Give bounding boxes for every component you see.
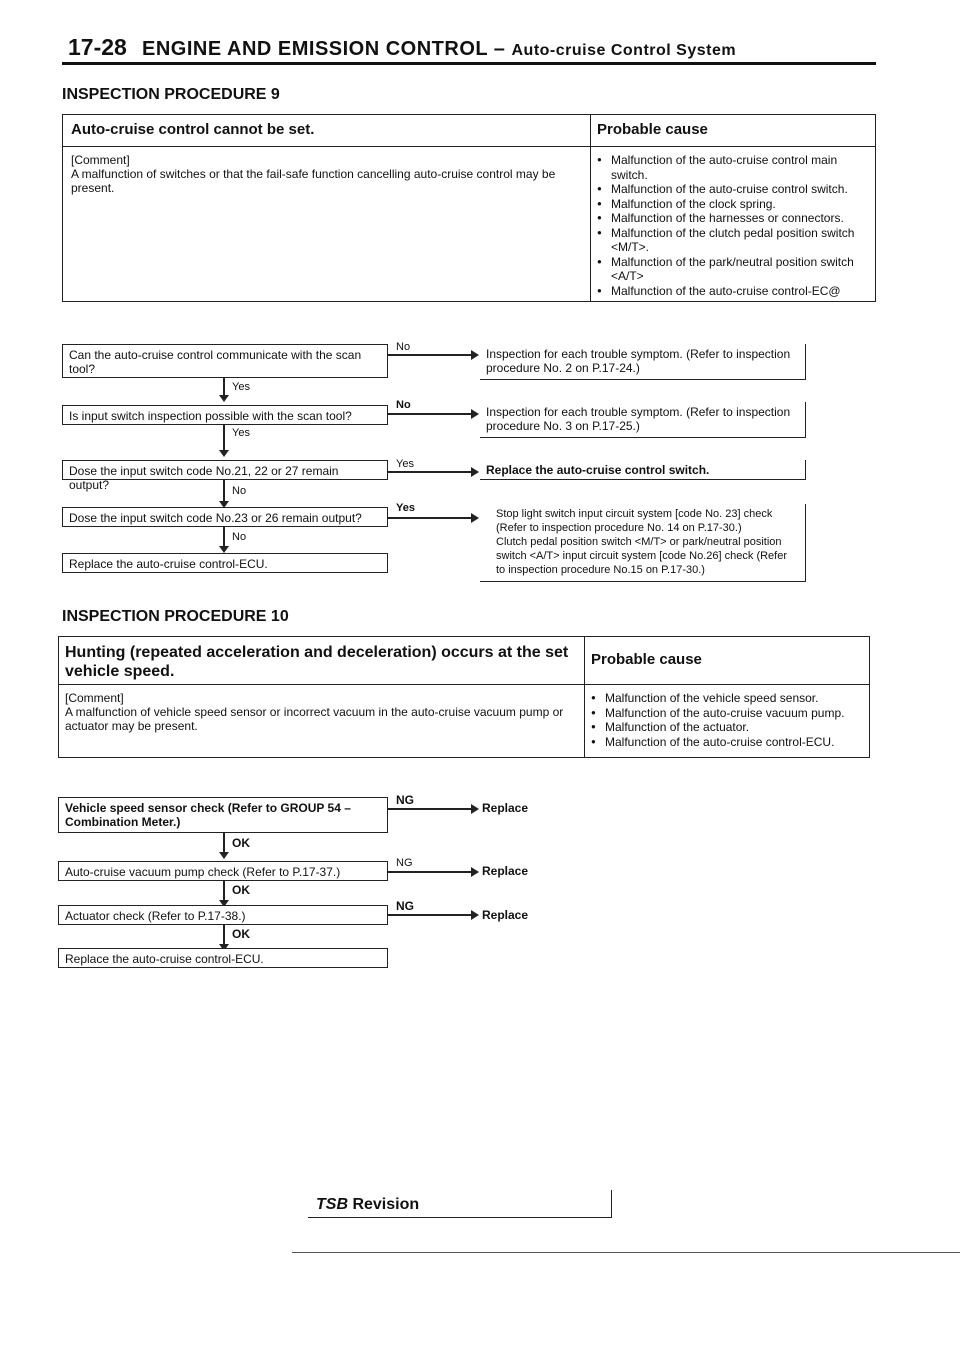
cause-item: ● Malfunction of the auto-cruise vacuum pump.: [589, 706, 863, 721]
cause-header-cell: [591, 115, 875, 147]
flow-q3: Dose the input switch code No.21, 22 or 27 remain output?: [62, 460, 388, 480]
page-number: 17-28: [68, 34, 127, 60]
s3-ng-label: NG: [396, 899, 414, 913]
q4-result-item-2: Clutch pedal position switch <M/T> or park/neutral position switch <A/T> input circuit system [code No.26] check (Refer to inspection procedure No.15 on P.17-30.): [496, 536, 788, 576]
cause-item: ● Malfunction of the clutch pedal position switch <M/T>.: [595, 226, 869, 255]
cause-item: ● Malfunction of the actuator.: [589, 720, 863, 735]
s2-ng-label: NG: [396, 857, 413, 869]
q1-no-result: Inspection for each trouble symptom. (Refer to inspection procedure No. 2 on P.17-24.): [480, 344, 806, 380]
procedure-10-title: INSPECTION PROCEDURE 10: [62, 608, 289, 625]
footer-rule: [292, 1252, 960, 1253]
q4-yes-result: [480, 504, 806, 582]
q1-yes-arrow: [223, 378, 225, 396]
comment-cell-10: [59, 685, 585, 757]
section-title: [142, 38, 736, 61]
s3-ok-arrow: [223, 925, 225, 945]
s2-ng-arrow: [388, 871, 472, 873]
flow-final-9: Replace the auto-cruise control-ECU.: [62, 553, 388, 573]
cause-item: ● Malfunction of the auto-cruise control-EC@: [595, 284, 869, 299]
procedure-9-table: [62, 114, 876, 302]
cause-item: ● Malfunction of the auto-cruise control main switch.: [595, 153, 869, 182]
flow-s3: Actuator check (Refer to P.17-38.): [58, 905, 388, 925]
cause-item: ● Malfunction of the auto-cruise control switch.: [595, 182, 869, 197]
q3-no-label: No: [232, 485, 247, 497]
causes-cell-10: [585, 685, 869, 757]
comment-label-10: [Comment]: [65, 691, 124, 705]
s3-ok-label: OK: [232, 927, 250, 941]
q3-no-arrow: [223, 480, 225, 502]
cause-header-cell-10: [585, 637, 869, 685]
cause-item: ● Malfunction of the vehicle speed sensor.: [589, 691, 863, 706]
causes-list-10: [589, 691, 863, 749]
flow-s2: Auto-cruise vacuum pump check (Refer to P.17-37.): [58, 861, 388, 881]
procedure-10-table: [58, 636, 870, 758]
s3-result: Replace: [482, 908, 529, 922]
q2-yes-label: Yes: [232, 427, 250, 439]
symptom-text: Auto-cruise control cannot be set.: [71, 121, 315, 138]
q4-no-arrow: [223, 527, 225, 547]
cause-item: ● Malfunction of the clock spring.: [595, 197, 869, 212]
cause-item: ● Malfunction of the park/neutral position switch <A/T>: [595, 255, 869, 284]
section-title-text: ENGINE AND EMISSION CONTROL –: [142, 38, 506, 60]
q2-no-result: Inspection for each trouble symptom. (Refer to inspection procedure No. 3 on P.17-25.): [480, 402, 806, 438]
q4-yes-arrow: [388, 517, 472, 519]
causes-list: [595, 153, 869, 298]
flow-q1: Can the auto-cruise control communicate with the scan tool?: [62, 344, 388, 378]
tsb-revision-box: [308, 1190, 612, 1218]
revision-label: Revision: [352, 1196, 420, 1213]
s1-result: Replace: [482, 801, 529, 815]
symptom-cell-10: [59, 637, 585, 685]
s1-ng-label: NG: [396, 793, 414, 807]
comment-cell: [63, 147, 591, 301]
header-rule: [62, 62, 876, 65]
s2-ok-label: OK: [232, 883, 250, 897]
s2-ok-arrow: [223, 881, 225, 901]
tsb-label: TSB: [316, 1196, 348, 1213]
causes-cell: [591, 147, 875, 301]
flow-final-10: Replace the auto-cruise control-ECU.: [58, 948, 388, 968]
q1-no-arrow: [388, 354, 472, 356]
symptom-cell: [63, 115, 591, 147]
comment-label: [Comment]: [71, 153, 130, 167]
symptom-text-10: Hunting (repeated acceleration and deceleration) occurs at the set vehicle speed.: [65, 644, 569, 680]
q3-yes-arrow: [388, 471, 472, 473]
s1-ng-arrow: [388, 808, 472, 810]
q3-yes-label: Yes: [396, 458, 414, 470]
q3-yes-result: Replace the auto-cruise control switch.: [480, 460, 806, 480]
cause-item: ● Malfunction of the harnesses or connectors.: [595, 211, 869, 226]
q4-result-item-1: Stop light switch input circuit system [code No. 23] check (Refer to inspection procedure No. 14 on P.17-30.): [496, 508, 773, 534]
s3-ng-arrow: [388, 914, 472, 916]
cause-header: Probable cause: [597, 121, 708, 138]
q2-yes-arrow: [223, 425, 225, 451]
cause-header-10: Probable cause: [591, 651, 702, 668]
flow-s1: Vehicle speed sensor check (Refer to GROUP 54 – Combination Meter.): [58, 797, 388, 833]
flow-q4: Dose the input switch code No.23 or 26 remain output?: [62, 507, 388, 527]
section-subtitle: Auto-cruise Control System: [511, 42, 737, 59]
procedure-9-title: INSPECTION PROCEDURE 9: [62, 86, 280, 103]
flow-q2: Is input switch inspection possible with the scan tool?: [62, 405, 388, 425]
s1-ok-label: OK: [232, 836, 250, 850]
cause-item: ● Malfunction of the auto-cruise control-ECU.: [589, 735, 863, 750]
q4-yes-label: Yes: [396, 502, 415, 514]
comment-text: A malfunction of switches or that the fail-safe function cancelling auto-cruise control may be present.: [71, 167, 556, 195]
q2-no-arrow: [388, 413, 472, 415]
s1-ok-arrow: [223, 833, 225, 853]
q1-yes-label: Yes: [232, 381, 250, 393]
comment-text-10: A malfunction of vehicle speed sensor or incorrect vacuum in the auto-cruise vacuum pump or actuator may be present.: [65, 705, 564, 733]
q4-no-label: No: [232, 531, 247, 543]
q2-no-label: No: [396, 399, 411, 411]
q1-no-label: No: [396, 341, 411, 353]
s2-result: Replace: [482, 864, 529, 878]
